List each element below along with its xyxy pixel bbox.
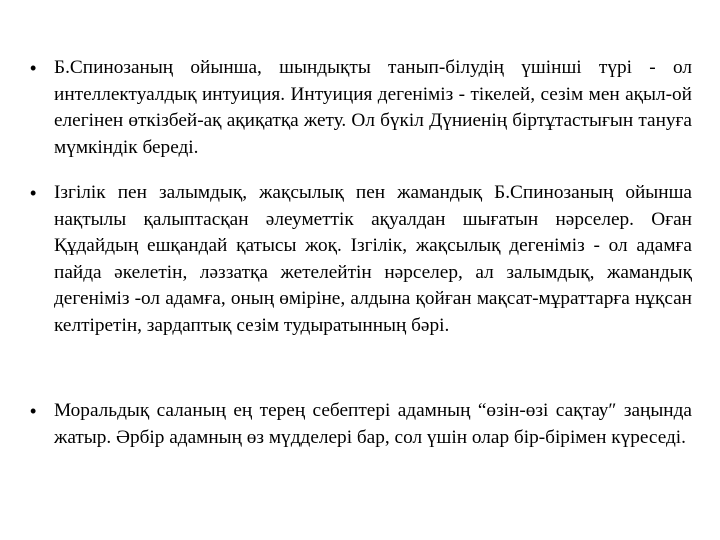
- bullet-text: Моральдық саланың ең терең себептері адамның “өзін-өзі сақтау″ заңында жатыр. Әрбір адамның өз мүдделері бар, сол үшін олар бір-бірімен күреседі.: [54, 400, 692, 448]
- bullet-item-self-preservation: [30, 398, 692, 451]
- bullet-item-good-and-evil: [30, 180, 692, 339]
- bullet-icon: •: [30, 401, 37, 421]
- bullet-text: Б.Спинозаның ойынша, шындықты танып-білудің үшінші түрі - ол интеллектуалдық интуиция. Интуиция дегеніміз - тікелей, сезім мен ақыл-ой елегінен өткізбей-ақ ақиқатқа жету. Ол бүкіл Дүниенің біртұтастығын тануға мүмкіндік береді.: [54, 57, 692, 158]
- bullet-icon: •: [30, 183, 37, 203]
- bullet-item-spinoza-intuition: [30, 55, 692, 161]
- bullet-icon: •: [30, 58, 37, 78]
- bullet-text: Ізгілік пен залымдық, жақсылық пен жамандық Б.Спинозаның ойынша нақтылы қалыптасқан әлеуметтік ақуалдан шығатын нәрселер. Оған Құдайдың ешқандай қатысы жоқ. Ізгілік, жақсылық дегеніміз - ол адамға пайда әкелетін, ләззатқа жетелейтін нәрселер, ал залымдық, жамандық дегеніміз -ол адамға, оның өміріне, алдына қойған мақсат-мұраттарға нұқсан келтіретін, зардаптық сезім тудыратынның бәрі.: [54, 182, 692, 336]
